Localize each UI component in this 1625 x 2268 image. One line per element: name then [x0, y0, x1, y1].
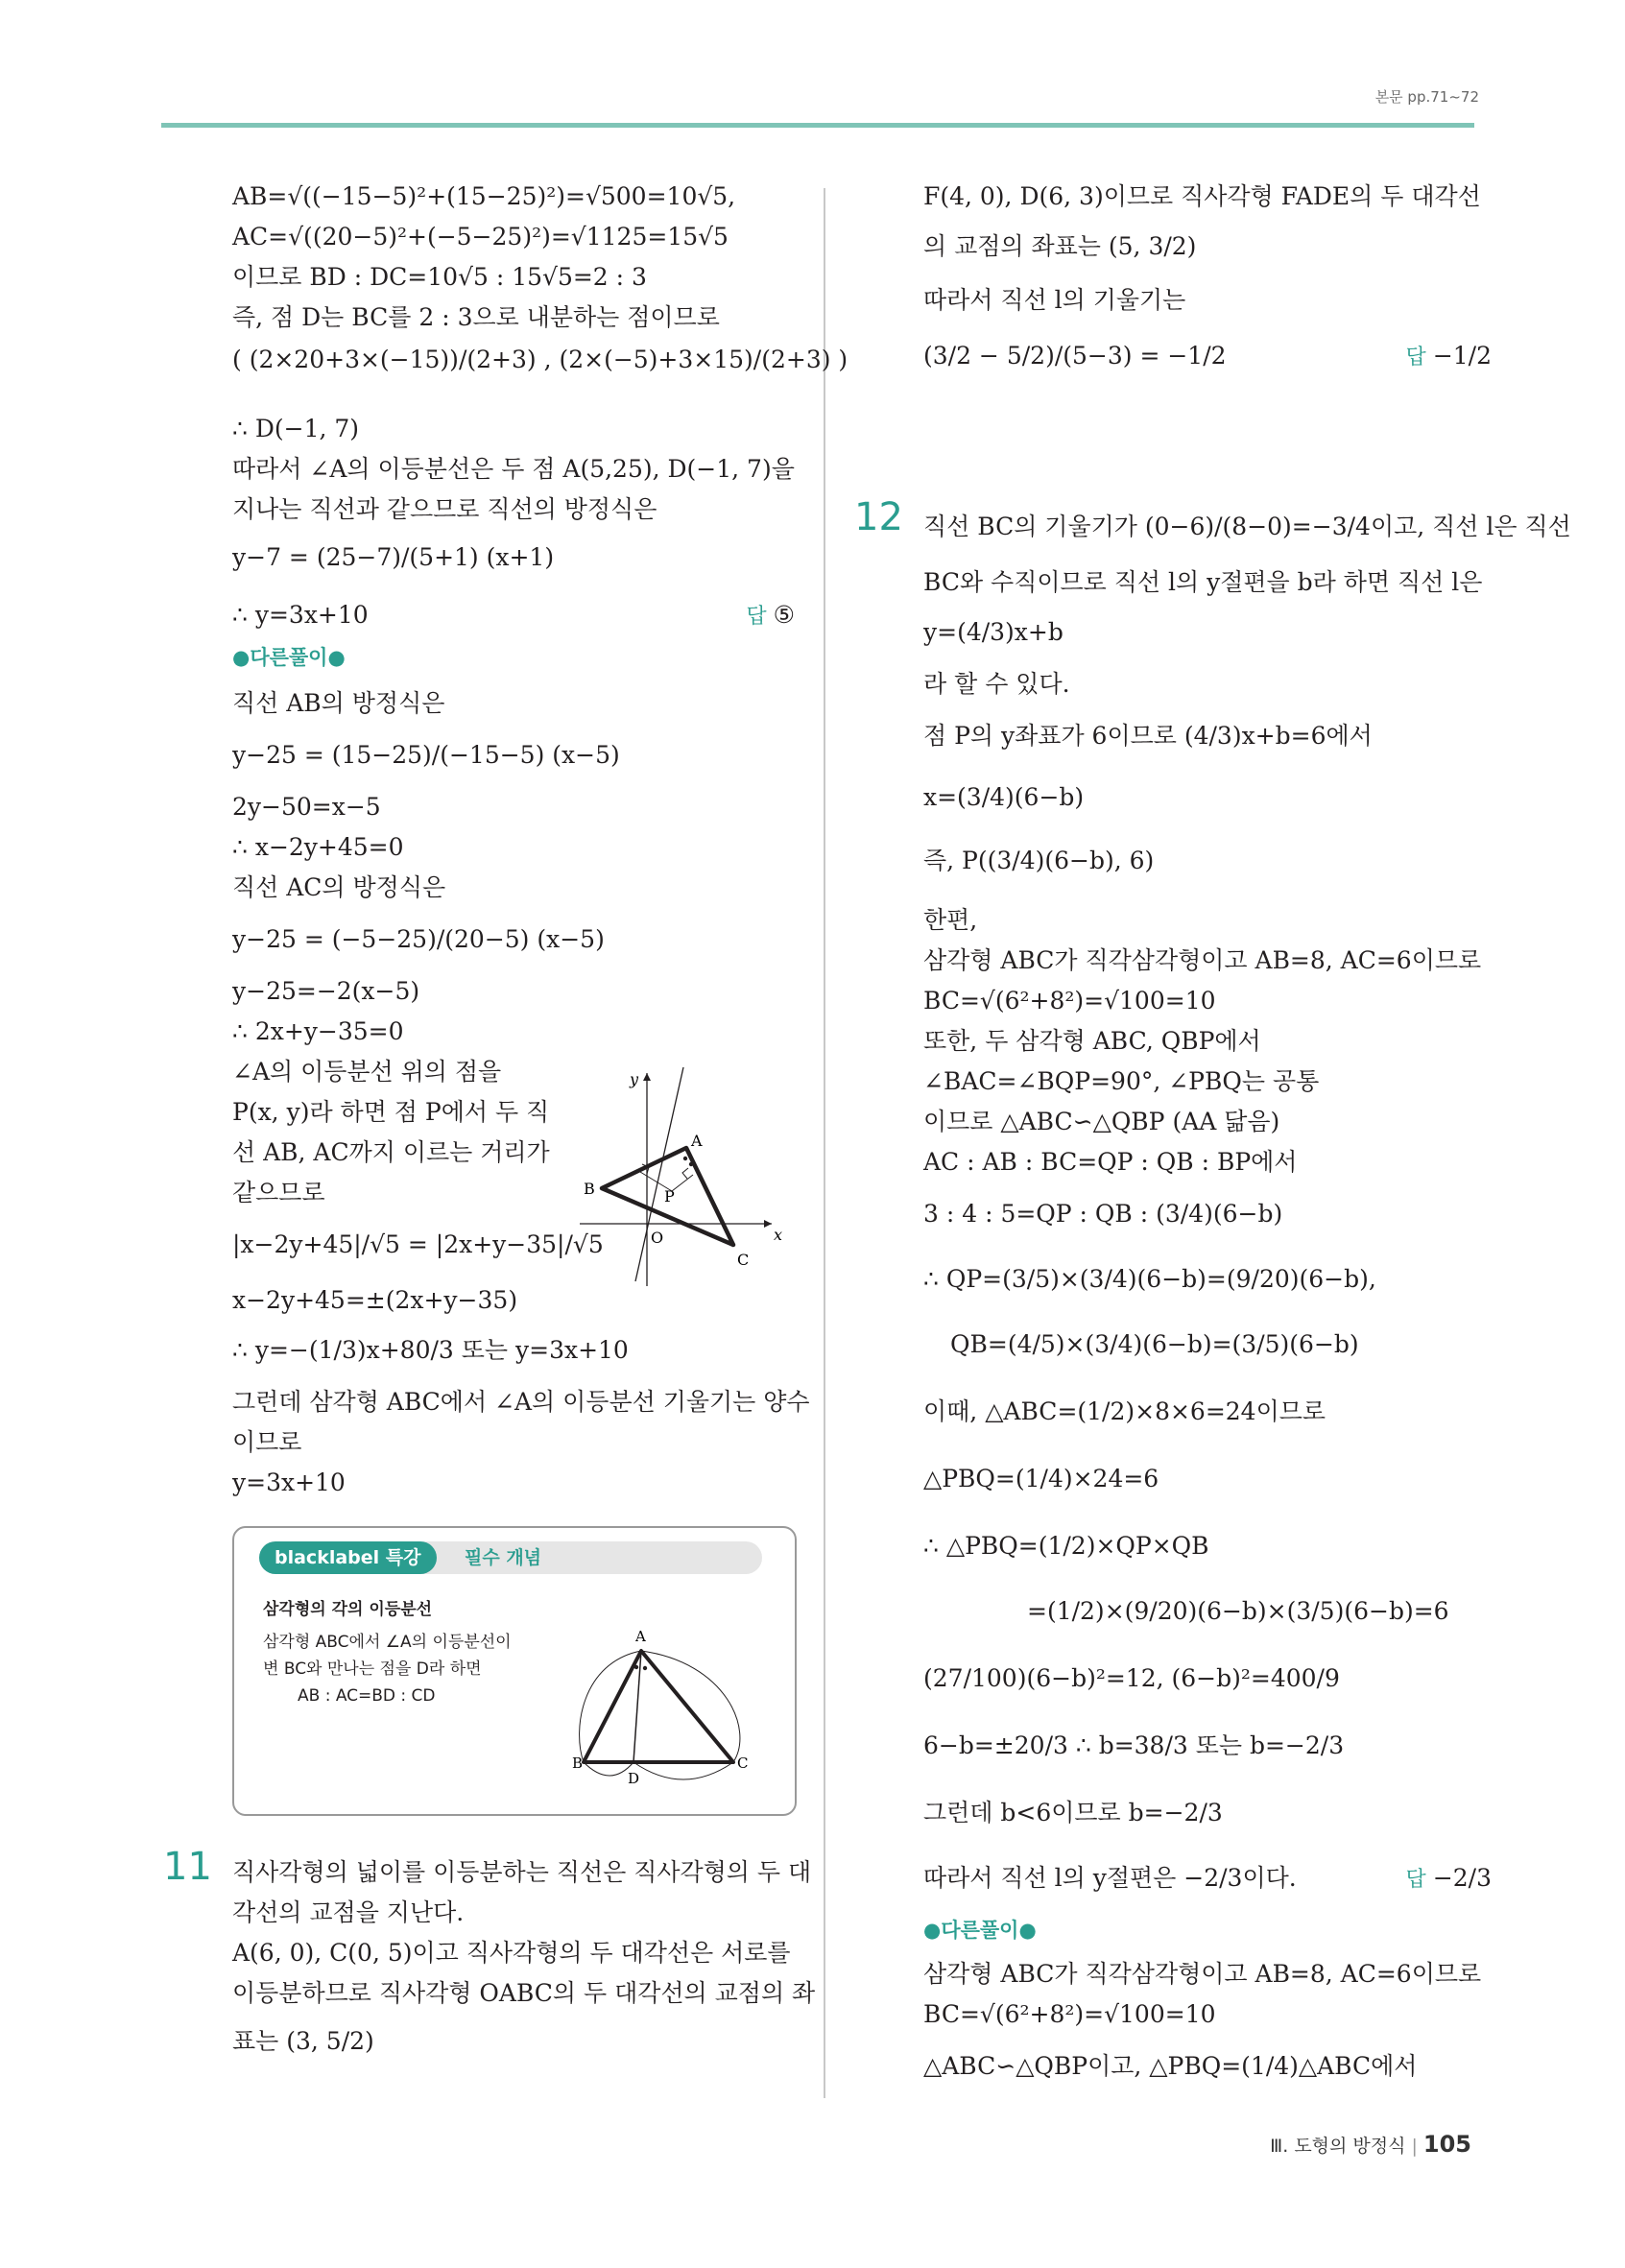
graph-label-o: O [651, 1229, 664, 1247]
q11-continued-line: (3/2 − 5/2)/(5−3) = −1/2 [923, 342, 1227, 370]
q12-line: 이때, △ABC=(1/2)×8×6=24이므로 [923, 1397, 1326, 1425]
graph-label-y: y [630, 1070, 639, 1088]
q12-line: ∴ △PBQ=(1/2)×QP×QB [923, 1532, 1209, 1560]
solution-line: ∴ x−2y+45=0 [232, 833, 404, 861]
chapter-title: Ⅲ. 도형의 방정식 [1270, 2136, 1406, 2157]
solution-line: 직선 AC의 방정식은 [232, 873, 446, 901]
question-number-11: 11 [163, 1845, 212, 1889]
solution-line: ( (2×20+3×(−15))/(2+3) , (2×(−5)+3×15)/(2+3) ) [232, 346, 848, 373]
q11-continued-line: F(4, 0), D(6, 3)이므로 직사각형 FADE의 두 대각선 [923, 182, 1481, 210]
solution-line: AC=√((20−5)²+(−5−25)²)=√1125=15√5 [232, 223, 729, 251]
concept-box-tag: blacklabel 특강 [259, 1541, 437, 1574]
solution-line: y−25=−2(x−5) [232, 977, 420, 1005]
q12-line: 이므로 △ABC∽△QBP (AA 닮음) [923, 1108, 1280, 1135]
graph-label-p: P [664, 1187, 675, 1206]
solution-line: 같으므로 [232, 1179, 325, 1206]
q12-line: (27/100)(6−b)²=12, (6−b)²=400/9 [923, 1664, 1340, 1692]
q11-continued-line: 따라서 직선 l의 기울기는 [923, 286, 1186, 314]
graph-label-c: C [737, 1251, 750, 1269]
solution-line: y−25 = (−5−25)/(20−5) (x−5) [232, 925, 605, 953]
answer-value: ⑤ [773, 601, 795, 629]
solution-line: 선 AB, AC까지 이르는 거리가 [232, 1138, 550, 1166]
q12-line: x=(3/4)(6−b) [923, 783, 1085, 811]
q12-line: 6−b=±20/3 ∴ b=38/3 또는 b=−2/3 [923, 1731, 1345, 1759]
page-number: 105 [1422, 2131, 1471, 2158]
answer-label: 답 [746, 605, 767, 629]
solution-line: 따라서 ∠A의 이등분선은 두 점 A(5,25), D(−1, 7)을 [232, 455, 795, 483]
solution-line: 2y−50=x−5 [232, 793, 381, 821]
concept-box-header [259, 1541, 762, 1574]
bisector-graph [580, 1065, 791, 1286]
q12-line: ∠BAC=∠BQP=90°, ∠PBQ는 공통 [923, 1067, 1320, 1095]
q12-line: 라 할 수 있다. [923, 670, 1070, 698]
q12-line: 삼각형 ABC가 직각삼각형이고 AB=8, AC=6이므로 [923, 946, 1482, 974]
concept-box-text: 삼각형 ABC에서 ∠A의 이등분선이 [263, 1633, 512, 1652]
concept-box [232, 1526, 797, 1816]
concept-box-text: AB : AC=BD : CD [298, 1686, 436, 1706]
solution-line: y−25 = (15−25)/(−15−5) (x−5) [232, 741, 620, 769]
solution-line: ∠A의 이등분선 위의 점을 [232, 1058, 502, 1086]
q11-line: A(6, 0), C(0, 5)이고 직사각형의 두 대각선은 서로를 [232, 1939, 791, 1967]
q12-line: =(1/2)×(9/20)(6−b)×(3/5)(6−b)=6 [1027, 1597, 1449, 1625]
q12-line: BC=√(6²+8²)=√100=10 [923, 987, 1216, 1015]
solution-line: 이므로 [232, 1428, 302, 1456]
concept-box-title: 삼각형의 각의 이등분선 [263, 1600, 433, 1619]
q12-line: y=(4/3)x+b [923, 618, 1063, 646]
q12-line: △PBQ=(1/4)×24=6 [923, 1465, 1159, 1492]
alt-line: BC=√(6²+8²)=√100=10 [923, 2000, 1216, 2028]
q12-line: ∴ QP=(3/5)×(3/4)(6−b)=(9/20)(6−b), [923, 1265, 1376, 1293]
question-number-12: 12 [854, 495, 903, 539]
solution-line: y=3x+10 [232, 1468, 346, 1496]
answer-label: 답 [1405, 346, 1426, 370]
answer-value: −2/3 [1432, 1864, 1492, 1892]
solution-line: y−7 = (25−7)/(5+1) (x+1) [232, 543, 555, 571]
page-reference: 본문 pp.71~72 [1374, 88, 1479, 106]
answer-label: 답 [1405, 1868, 1426, 1892]
solution-line: x−2y+45=±(2x+y−35) [232, 1286, 518, 1314]
q12-line: 한편, [923, 906, 978, 934]
q12-line: 직선 BC의 기울기가 (0−6)/(8−0)=−3/4이고, 직선 l은 직선 [923, 513, 1571, 540]
alt-line: 삼각형 ABC가 직각삼각형이고 AB=8, AC=6이므로 [923, 1960, 1482, 1988]
q12-line: 3 : 4 : 5=QP : QB : (3/4)(6−b) [923, 1200, 1283, 1228]
header-rule [161, 123, 1474, 128]
q12-line: 점 P의 y좌표가 6이므로 (4/3)x+b=6에서 [923, 722, 1373, 750]
concept-box-text: 변 BC와 만나는 점을 D라 하면 [263, 1659, 482, 1679]
q11-continued-line: 의 교점의 좌표는 (5, 3/2) [923, 232, 1197, 260]
q12-line: 또한, 두 삼각형 ABC, QBP에서 [923, 1027, 1261, 1055]
bisector-figure [572, 1624, 764, 1797]
q12-line: AC : AB : BC=QP : QB : BP에서 [923, 1148, 1298, 1176]
q12-line: 즉, P((3/4)(6−b), 6) [923, 847, 1155, 874]
column-divider [824, 188, 825, 2098]
answer-q10 [746, 601, 795, 632]
page-footer: Ⅲ. 도형의 방정식 | 105 [1270, 2131, 1471, 2158]
figure-label-d: D [628, 1770, 640, 1787]
graph-label-a: A [691, 1132, 703, 1150]
q11-line: 각선의 교점을 지난다. [232, 1898, 465, 1926]
solution-line: 직선 AB의 방정식은 [232, 689, 445, 717]
solution-line: ∴ D(−1, 7) [232, 415, 360, 442]
q12-line: 그런데 b<6이므로 b=−2/3 [923, 1799, 1223, 1826]
graph-label-x: x [774, 1226, 783, 1244]
alt-solution-label: ●다른풀이● [232, 646, 346, 669]
figure-label-a: A [635, 1628, 646, 1645]
q12-line: BC와 수직이므로 직선 l의 y절편을 b라 하면 직선 l은 [923, 568, 1483, 596]
concept-box-subtag: 필수 개념 [465, 1547, 542, 1568]
solution-line: 즉, 점 D는 BC를 2 : 3으로 내분하는 점이므로 [232, 303, 720, 331]
answer-value: −1/2 [1432, 342, 1492, 370]
answer-q12 [1406, 1864, 1492, 1895]
figure-label-c: C [737, 1755, 749, 1772]
q11-line: 이등분하므로 직사각형 OABC의 두 대각선의 교점의 좌 [232, 1979, 816, 2007]
solution-line: ∴ 2x+y−35=0 [232, 1017, 404, 1045]
solution-line: ∴ y=−(1/3)x+80/3 또는 y=3x+10 [232, 1336, 629, 1364]
solution-line: P(x, y)라 하면 점 P에서 두 직 [232, 1098, 550, 1126]
alt-line: △ABC∽△QBP이고, △PBQ=(1/4)△ABC에서 [923, 2052, 1418, 2080]
q12-line: 따라서 직선 l의 y절편은 −2/3이다. [923, 1864, 1297, 1892]
solution-line: |x−2y+45|/√5 = |2x+y−35|/√5 [232, 1230, 604, 1258]
q12-line: QB=(4/5)×(3/4)(6−b)=(3/5)(6−b) [950, 1330, 1359, 1358]
solution-line: 지나는 직선과 같으므로 직선의 방정식은 [232, 495, 657, 523]
answer-q11 [1406, 342, 1492, 372]
q11-line: 표는 (3, 5/2) [232, 2027, 374, 2055]
solution-line: ∴ y=3x+10 [232, 601, 369, 629]
solution-line: AB=√((−15−5)²+(15−25)²)=√500=10√5, [232, 182, 736, 210]
graph-label-b: B [584, 1180, 595, 1198]
figure-label-b: B [572, 1755, 584, 1772]
solution-line: 이므로 BD : DC=10√5 : 15√5=2 : 3 [232, 263, 647, 291]
q11-line: 직사각형의 넓이를 이등분하는 직선은 직사각형의 두 대 [232, 1858, 812, 1886]
alt-solution-label: ●다른풀이● [923, 1919, 1037, 1942]
solution-line: 그런데 삼각형 ABC에서 ∠A의 이등분선 기울기는 양수 [232, 1388, 810, 1416]
